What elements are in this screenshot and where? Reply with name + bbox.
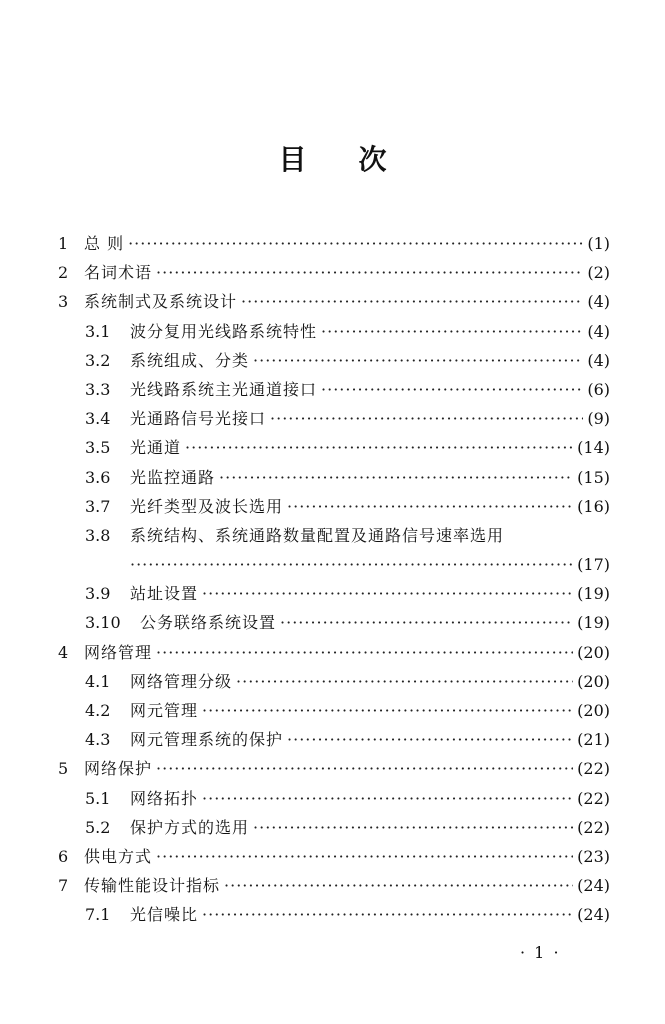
toc-entry <box>58 608 610 637</box>
toc-entry-number: 5 <box>58 759 69 779</box>
toc-leader-dots <box>280 608 573 637</box>
toc-entry-page: (16) <box>577 496 610 516</box>
toc-entry-number: 3.7 <box>85 496 111 516</box>
toc-entry-label: 网络保护 <box>84 759 153 779</box>
toc-leader-dots <box>202 579 573 608</box>
table-of-contents <box>58 229 610 930</box>
toc-entry-label: 光通路信号光接口 <box>130 409 267 429</box>
toc-leader-dots <box>236 667 573 696</box>
toc-entry-number: 1 <box>58 234 69 253</box>
toc-entry-label: 网络管理分级 <box>130 671 233 691</box>
toc-leader-dots <box>202 784 573 813</box>
toc-entry-page: (21) <box>577 730 610 750</box>
toc-entry-label: 保护方式的选用 <box>130 817 250 837</box>
toc-entry-continuation <box>58 550 610 579</box>
toc-entry-label: 光线路系统主光通道接口 <box>130 379 318 399</box>
toc-leader-dots <box>321 317 583 346</box>
toc-entry-label: 网元管理系统的保护 <box>130 730 284 750</box>
toc-entry <box>58 287 610 316</box>
toc-leader-dots <box>253 346 583 375</box>
toc-entry <box>58 579 610 608</box>
toc-entry-number: 4.1 <box>85 671 111 691</box>
toc-entry <box>58 638 610 667</box>
toc-entry-number: 4.2 <box>85 701 111 720</box>
toc-entry-label: 系统制式及系统设计 <box>84 292 238 312</box>
toc-entry-label: 系统组成、分类 <box>130 350 250 370</box>
toc-entry-page: (24) <box>577 876 610 896</box>
toc-entry <box>58 433 610 462</box>
toc-entry-page: (22) <box>577 817 610 837</box>
toc-leader-dots <box>185 433 573 462</box>
page-number: · 1 · <box>520 943 561 962</box>
toc-entry <box>58 813 610 842</box>
toc-leader-dots <box>156 258 583 287</box>
toc-leader-dots <box>156 638 573 667</box>
toc-entry-number: 5.2 <box>85 817 111 837</box>
toc-leader-dots <box>156 842 573 871</box>
toc-leader-dots <box>241 287 583 316</box>
toc-entry-page: (15) <box>577 467 610 487</box>
toc-leader-dots <box>253 813 573 842</box>
toc-entry-number: 7 <box>58 876 69 896</box>
toc-entry-page: (1) <box>587 234 610 253</box>
toc-leader-dots <box>156 754 573 783</box>
toc-leader-dots <box>321 375 583 404</box>
toc-entry-label: 光监控通路 <box>130 467 216 487</box>
toc-entry-page: (14) <box>577 438 610 458</box>
toc-entry-number: 5.1 <box>85 788 111 808</box>
toc-entry-label: 站址设置 <box>130 584 199 604</box>
toc-entry-page: (22) <box>577 788 610 808</box>
toc-entry <box>58 258 610 287</box>
toc-leader-dots <box>287 492 573 521</box>
toc-entry-number: 3.3 <box>85 379 111 399</box>
toc-entry-label: 光通道 <box>130 438 182 458</box>
toc-entry <box>58 871 610 900</box>
toc-entry-label: 网元管理 <box>130 701 199 720</box>
toc-entry-number: 2 <box>58 263 69 283</box>
toc-entry-page: (9) <box>587 409 610 429</box>
toc-entry-page: (23) <box>577 846 610 866</box>
toc-entry-number: 3.1 <box>85 321 111 341</box>
title-char-1: 目 <box>278 143 307 176</box>
toc-entry-label: 网络拓扑 <box>130 788 199 808</box>
toc-entry-number: 4.3 <box>85 730 111 750</box>
toc-entry-page: (4) <box>587 350 610 370</box>
toc-entry-label: 传输性能设计指标 <box>84 876 221 896</box>
toc-entry-page: (17) <box>577 555 610 575</box>
toc-entry-number: 3.2 <box>85 350 111 370</box>
toc-entry <box>58 842 610 871</box>
toc-entry <box>58 463 610 492</box>
toc-entry-page: (24) <box>577 905 610 925</box>
toc-entry <box>58 521 610 550</box>
toc-leader-dots <box>224 871 573 900</box>
toc-entry <box>58 229 610 258</box>
toc-entry-number: 3.5 <box>85 438 111 458</box>
toc-entry <box>58 754 610 783</box>
toc-entry <box>58 375 610 404</box>
toc-entry-page: (19) <box>577 584 610 604</box>
toc-entry-number: 3.6 <box>85 467 111 487</box>
toc-entry-page: (19) <box>577 613 610 633</box>
toc-entry <box>58 667 610 696</box>
toc-leader-dots <box>219 463 573 492</box>
toc-entry-label: 光信噪比 <box>130 905 199 925</box>
toc-entry-page: (22) <box>577 759 610 779</box>
toc-entry-number: 3 <box>58 292 69 312</box>
toc-entry-number: 6 <box>58 846 69 866</box>
toc-entry <box>58 725 610 754</box>
toc-entry-page: (4) <box>587 321 610 341</box>
toc-entry-page: (20) <box>577 701 610 720</box>
toc-leader-dots <box>287 725 573 754</box>
toc-entry-number: 3.4 <box>85 409 111 429</box>
toc-entry-number: 4 <box>58 642 69 662</box>
toc-leader-dots <box>128 229 583 258</box>
toc-entry-number: 3.8 <box>85 525 111 545</box>
toc-entry-label: 光纤类型及波长选用 <box>130 496 284 516</box>
toc-leader-dots <box>202 900 573 929</box>
toc-entry <box>58 696 610 725</box>
toc-entry-page: (20) <box>577 671 610 691</box>
toc-entry-label: 公务联络系统设置 <box>140 613 277 633</box>
toc-entry-page: (20) <box>577 642 610 662</box>
toc-entry <box>58 900 610 929</box>
toc-leader-dots <box>130 550 573 579</box>
toc-entry-page: (2) <box>587 263 610 283</box>
toc-entry-label: 供电方式 <box>84 846 153 866</box>
toc-entry-number: 3.9 <box>85 584 111 604</box>
toc-entry-page: (4) <box>587 292 610 312</box>
toc-entry-label: 总 则 <box>84 234 125 253</box>
toc-entry-label: 系统结构、系统通路数量配置及通路信号速率选用 <box>130 525 505 545</box>
toc-entry-label: 名词术语 <box>84 263 153 283</box>
toc-entry-page: (6) <box>587 379 610 399</box>
toc-entry <box>58 317 610 346</box>
toc-entry-label: 波分复用光线路系统特性 <box>130 321 318 341</box>
toc-leader-dots <box>270 404 583 433</box>
toc-entry <box>58 346 610 375</box>
toc-entry-label: 网络管理 <box>84 642 153 662</box>
toc-entry-number: 3.10 <box>85 613 121 633</box>
toc-entry <box>58 492 610 521</box>
toc-entry <box>58 404 610 433</box>
toc-entry <box>58 784 610 813</box>
toc-entry-number: 7.1 <box>85 905 111 925</box>
toc-leader-dots <box>202 696 573 725</box>
page-title <box>0 138 665 178</box>
title-char-2: 次 <box>358 143 387 176</box>
